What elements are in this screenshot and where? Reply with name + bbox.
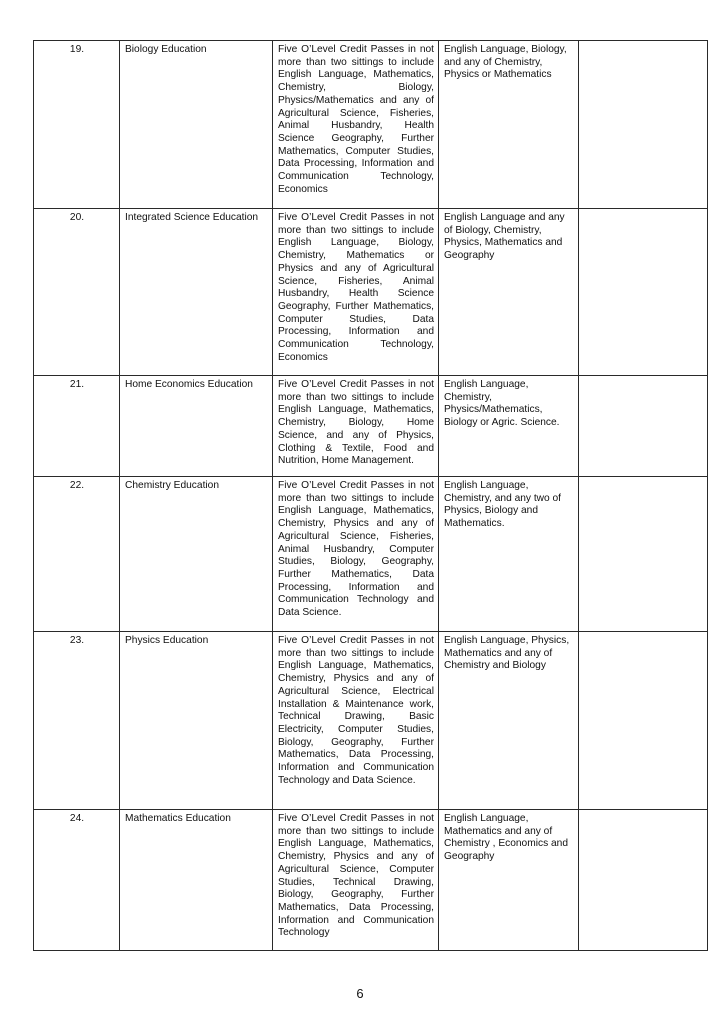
course-cell: Mathematics Education [120, 810, 273, 951]
table-row [34, 477, 708, 632]
olevel-requirements-cell: Five O’Level Credit Passes in not more than two sittings to include English Language, Mathematics, Chemistry, Physics and any of Agricultural Science, Fisheries, Animal Husbandry, Computer Studies, Biology, Geography, Further Mathematics, Data Processing, Information and Communication Technology and Data Science. [273, 477, 439, 632]
course-cell: Home Economics Education [120, 376, 273, 477]
remark-cell [579, 41, 708, 209]
utme-subjects-cell: English Language, Chemistry, and any two of Physics, Biology and Mathematics. [439, 477, 579, 632]
olevel-requirements-cell: Five O’Level Credit Passes in not more than two sittings to include English Language, Biology, Chemistry, Mathematics or Physics and any of Agricultural Science, Fisheries, Animal Husbandry, Health Science Geography, Further Mathematics, Computer Studies, Data Processing, Information and Communication Technology, Economics [273, 209, 439, 376]
serial-number-cell: 19. [34, 41, 120, 209]
olevel-requirements-cell: Five O’Level Credit Passes in not more than two sittings to include English Language, Mathematics, Chemistry, Biology, Physics/Mathematics and any of Agricultural Science, Fisheries, Animal Husbandry, Health Science Geography, Further Mathematics, Computer Studies, Data Processing, Information and Communication Technology, Economics [273, 41, 439, 209]
utme-subjects-cell: English Language and any of Biology, Chemistry, Physics, Mathematics and Geography [439, 209, 579, 376]
table-row [34, 810, 708, 951]
course-cell: Chemistry Education [120, 477, 273, 632]
serial-number-cell: 23. [34, 632, 120, 810]
table-row [34, 632, 708, 810]
utme-subjects-cell: English Language, Chemistry, Physics/Mathematics, Biology or Agric. Science. [439, 376, 579, 477]
table-row [34, 209, 708, 376]
utme-subjects-cell: English Language, Physics, Mathematics and any of Chemistry and Biology [439, 632, 579, 810]
course-cell: Integrated Science Education [120, 209, 273, 376]
olevel-requirements-cell: Five O’Level Credit Passes in not more than two sittings to include English Language, Mathematics, Chemistry, Physics and any of Agricultural Science, Computer Studies, Technical Drawing, Biology, Geography, Further Mathematics, Data Processing, Information and Communication Technology [273, 810, 439, 951]
serial-number-cell: 22. [34, 477, 120, 632]
table-row [34, 376, 708, 477]
course-cell: Physics Education [120, 632, 273, 810]
remark-cell [579, 477, 708, 632]
remark-cell [579, 376, 708, 477]
remark-cell [579, 209, 708, 376]
serial-number-cell: 24. [34, 810, 120, 951]
utme-subjects-cell: English Language, Biology, and any of Chemistry, Physics or Mathematics [439, 41, 579, 209]
page-number: 6 [356, 986, 364, 1001]
serial-number-cell: 21. [34, 376, 120, 477]
utme-subjects-cell: English Language, Mathematics and any of Chemistry , Economics and Geography [439, 810, 579, 951]
table-row [34, 41, 708, 209]
olevel-requirements-cell: Five O’Level Credit Passes in not more than two sittings to include English Language, Mathematics, Chemistry, Biology, Home Science, and any of Physics, Clothing & Textile, Food and Nutrition, Home Management. [273, 376, 439, 477]
serial-number-cell: 20. [34, 209, 120, 376]
course-cell: Biology Education [120, 41, 273, 209]
remark-cell [579, 632, 708, 810]
remark-cell [579, 810, 708, 951]
requirements-table [33, 40, 708, 951]
olevel-requirements-cell: Five O’Level Credit Passes in not more than two sittings to include English Language, Mathematics, Chemistry, Physics and any of Agricultural Science, Electrical Installation & Maintenance work, Technical Drawing, Basic Electricity, Computer Studies, Biology, Geography, Further Mathematics, Data Processing, Information and Communication Technology and Data Science. [273, 632, 439, 810]
